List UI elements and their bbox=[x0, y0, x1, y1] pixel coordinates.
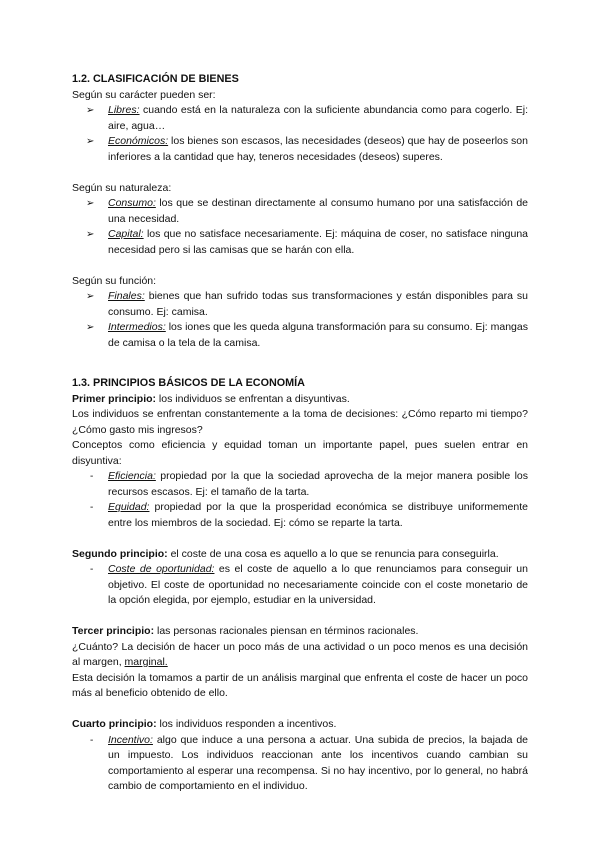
paragraph bbox=[72, 640, 528, 671]
naturaleza-intro: Según su naturaleza: bbox=[72, 181, 172, 194]
arrow-bullet-icon: ➢ bbox=[86, 322, 95, 333]
term: Libres: bbox=[108, 104, 140, 116]
list-item bbox=[72, 733, 528, 795]
list-item bbox=[72, 103, 528, 134]
definition: bienes que han sufrido todas sus transformaciones y están disponibles para su consumo. Ej: camisa. bbox=[108, 290, 528, 318]
list-item bbox=[72, 134, 528, 165]
definition: los bienes son escasos, las necesidades (deseos) que hay de poseerlos son inferiores a la cantidad que hay, teneros necesidades (deseos) superes. bbox=[108, 135, 528, 163]
definition: propiedad por la que la prosperidad económica se distribuye uniformemente entre los miembros de la sociedad. Ej: cómo se reparte la tarta. bbox=[108, 501, 528, 529]
principle-text: los individuos se enfrentan a disyuntivas. bbox=[156, 392, 350, 405]
term: Incentivo: bbox=[108, 733, 153, 746]
term: Consumo: bbox=[108, 197, 156, 209]
principle-text: el coste de una cosa es aquello a lo que se renuncia para conseguirla. bbox=[167, 547, 499, 560]
paragraph: Los individuos se enfrentan constantemente a la toma de decisiones: ¿Cómo reparto mi tiempo? ¿Cómo gasto mis ingresos? bbox=[72, 408, 528, 436]
naturaleza-list bbox=[72, 196, 528, 258]
principle-1-list bbox=[72, 469, 528, 531]
arrow-bullet-icon: ➢ bbox=[86, 105, 95, 116]
definition: es el coste de aquello a lo que renunciamos para conseguir un objetivo. El coste de oportunidad no necesariamente coincide con el coste monetario de la opción elegida, por ejemplo, estudiar en la universidad. bbox=[108, 563, 528, 606]
list-item bbox=[72, 289, 528, 320]
principle-4-list bbox=[72, 733, 528, 795]
list-item bbox=[72, 500, 528, 531]
dash-bullet: - bbox=[90, 502, 94, 513]
principle-2-list bbox=[72, 562, 528, 609]
section-title-clasificacion: 1.2. CLASIFICACIÓN DE BIENES bbox=[72, 73, 239, 85]
list-item bbox=[72, 562, 528, 609]
principle-label: Primer principio: bbox=[72, 392, 157, 405]
principle-label: Tercer principio: bbox=[72, 625, 155, 637]
definition: cuando está en la naturaleza con la suficiente abundancia como para cogerlo. Ej: aire, agua… bbox=[108, 104, 528, 132]
definition: los que no satisface necesariamente. Ej: máquina de coser, no satisface ninguna necesidad pero si las camisas que se harán con ella. bbox=[108, 228, 528, 256]
term: Equidad: bbox=[108, 501, 150, 513]
arrow-bullet-icon: ➢ bbox=[86, 229, 95, 240]
principle-text: las personas racionales piensan en términos racionales. bbox=[154, 625, 419, 637]
term: Finales: bbox=[108, 290, 145, 302]
list-item bbox=[72, 227, 528, 258]
principle-text: los individuos responden a incentivos. bbox=[156, 718, 337, 730]
principle-3 bbox=[72, 624, 528, 640]
marginal-term: marginal. bbox=[124, 656, 168, 668]
principle-4 bbox=[72, 717, 528, 733]
term: Capital: bbox=[108, 228, 144, 240]
principle-label: Segundo principio: bbox=[72, 547, 168, 560]
arrow-bullet-icon: ➢ bbox=[86, 291, 95, 302]
section-title-principios: 1.3. PRINCIPIOS BÁSICOS DE LA ECONOMÍA bbox=[72, 377, 305, 389]
term: Económicos: bbox=[108, 135, 169, 147]
dash-bullet: - bbox=[90, 564, 94, 575]
principle-2 bbox=[72, 547, 528, 563]
caracter-list bbox=[72, 103, 528, 165]
term: Intermedios: bbox=[108, 321, 166, 333]
list-item bbox=[72, 469, 528, 500]
list-item bbox=[72, 320, 528, 351]
paragraph: Esta decisión la tomamos a partir de un análisis marginal que enfrenta el coste de hacer un poco más al beneficio obtenido de ello. bbox=[72, 671, 528, 699]
principle-label: Cuarto principio: bbox=[72, 718, 157, 730]
principle-1 bbox=[72, 392, 528, 408]
definition: algo que induce a una persona a actuar. Una subida de precios, la bajada de un impuesto. Los individuos reaccionan ante los incentivos cuando cambian su comportamiento al esperar una recompensa. Si no hay incentivo, por lo general, no habrá cambio de comportamiento en el individuo. bbox=[108, 733, 528, 792]
paragraph: Conceptos como eficiencia y equidad toman un importante papel, pues suelen entrar en disyuntiva: bbox=[72, 439, 528, 467]
caracter-intro: Según su carácter pueden ser: bbox=[72, 88, 216, 101]
definition: los que se destinan directamente al consumo humano por una satisfacción de una necesidad. bbox=[108, 197, 528, 225]
arrow-bullet-icon: ➢ bbox=[86, 136, 95, 147]
funcion-list bbox=[72, 289, 528, 351]
dash-bullet: - bbox=[90, 734, 94, 746]
paragraph-text: ¿Cuánto? La decisión de hacer un poco más de una actividad o un poco menos es una decisión al margen, bbox=[72, 640, 528, 668]
term: Coste de oportunidad: bbox=[108, 563, 215, 575]
list-item bbox=[72, 196, 528, 227]
document-page bbox=[72, 72, 528, 795]
dash-bullet: - bbox=[90, 471, 94, 482]
arrow-bullet-icon: ➢ bbox=[86, 198, 95, 209]
definition: los iones que les queda alguna transformación para su consumo. Ej: mangas de camisa o la tela de la camisa. bbox=[108, 321, 528, 349]
definition: propiedad por la que la sociedad aprovecha de la mejor manera posible los recursos escasos. Ej: el tamaño de la tarta. bbox=[108, 470, 528, 498]
term: Eficiencia: bbox=[108, 470, 156, 482]
funcion-intro: Según su función: bbox=[72, 274, 157, 287]
